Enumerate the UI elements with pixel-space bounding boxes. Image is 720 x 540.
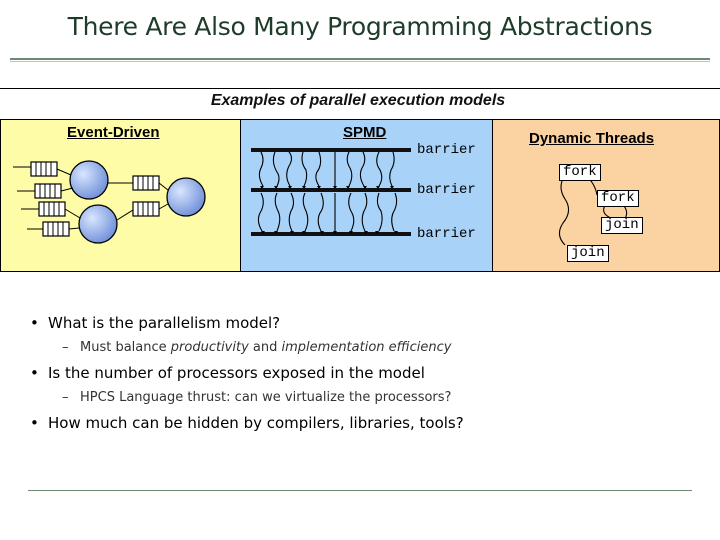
process-node	[70, 161, 108, 199]
bullet-dot: •	[30, 414, 39, 432]
diagram-top-border	[0, 88, 720, 89]
join-tag: join	[567, 245, 609, 262]
barrier-label: barrier	[417, 142, 476, 158]
queue-icon	[31, 162, 57, 176]
join-tag: join	[601, 217, 643, 234]
slide-title: There Are Also Many Programming Abstractions	[67, 12, 653, 41]
queue-icon	[133, 176, 159, 190]
sub-bullet-dash: –	[62, 340, 69, 355]
diagram-title: Examples of parallel execution models	[210, 92, 506, 109]
bullet-3: How much can be hidden by compilers, libraries, tools?	[48, 414, 464, 432]
title-underline-light	[10, 61, 710, 62]
sub-emphasis: implementation efficiency	[281, 340, 452, 355]
process-node	[167, 178, 205, 216]
event-driven-graphic	[1, 120, 242, 273]
bullet-1: What is the parallelism model?	[48, 314, 281, 332]
sub-text: Must balance	[80, 340, 171, 355]
dynamic-threads-label: Dynamic Threads	[529, 130, 655, 147]
execution-models-diagram	[0, 88, 720, 272]
sub-emphasis: productivity	[170, 340, 249, 355]
title-underline	[10, 58, 710, 60]
event-driven-panel	[0, 119, 241, 272]
barrier-label: barrier	[417, 182, 476, 198]
fork-tag: fork	[559, 164, 601, 181]
dynamic-threads-panel	[492, 119, 720, 272]
footer-rule	[28, 490, 692, 491]
queue-icon	[39, 202, 65, 216]
sub-bullet-dash: –	[62, 390, 69, 405]
spmd-label: SPMD	[343, 124, 387, 141]
fork-tag: fork	[597, 190, 639, 207]
event-driven-label: Event-Driven	[67, 124, 160, 141]
process-node	[79, 205, 117, 243]
bullet-dot: •	[30, 364, 39, 382]
sub-text: and	[248, 340, 282, 355]
queue-icon	[133, 202, 159, 216]
queue-icon	[43, 222, 69, 236]
sub-bullet-1	[80, 340, 451, 355]
barrier-label: barrier	[417, 226, 476, 242]
queue-icon	[35, 184, 61, 198]
bullet-2: Is the number of processors exposed in the model	[48, 364, 425, 382]
sub-bullet-2: HPCS Language thrust: can we virtualize the processors?	[80, 390, 452, 405]
spmd-panel	[240, 119, 493, 272]
bullet-dot: •	[30, 314, 39, 332]
